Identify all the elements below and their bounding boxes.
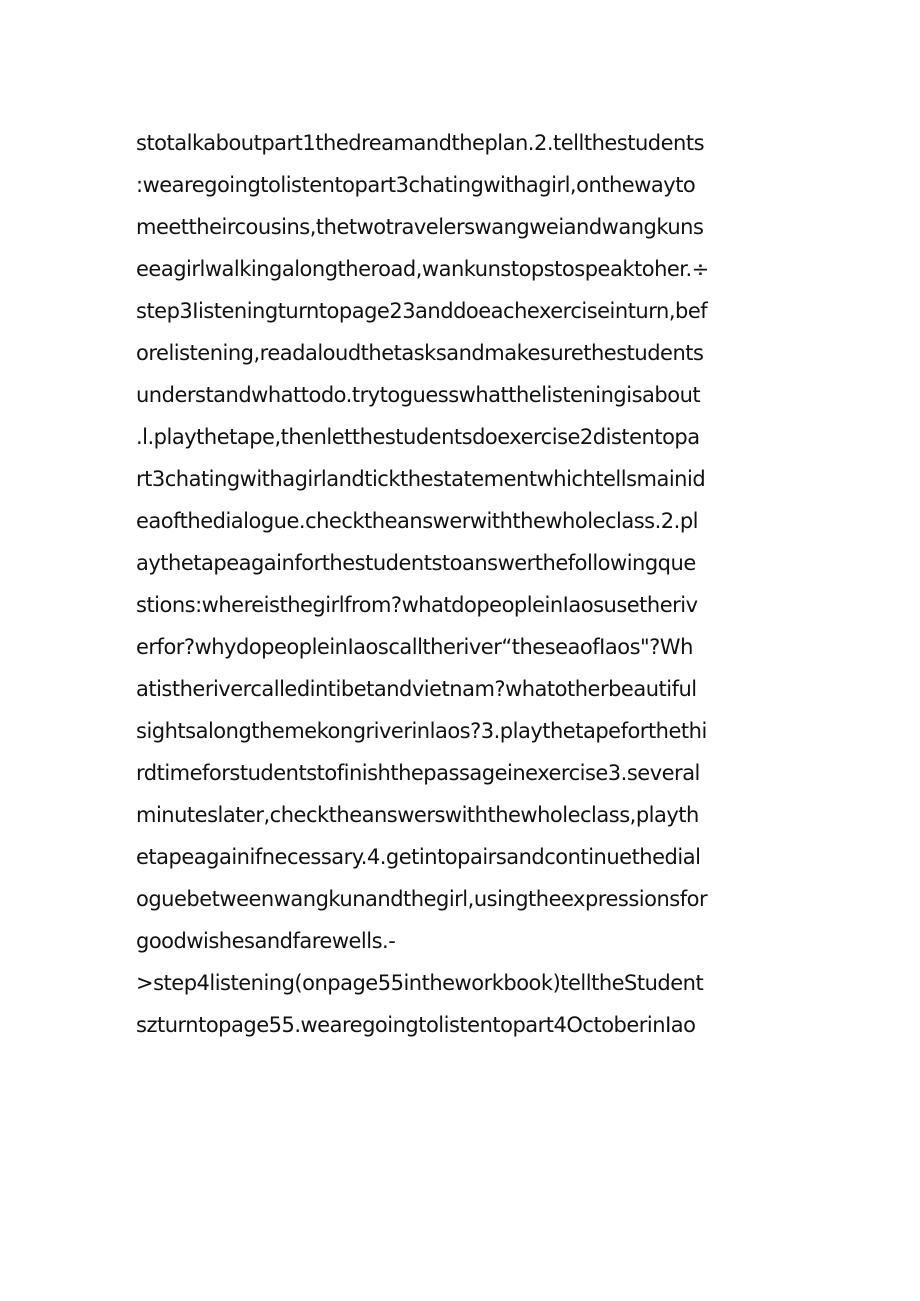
text-line: sightsalongthemekongriverinlaos?3.playthetapeforthethi [136,719,707,743]
text-line: orelistening,readaloudthetasksandmakesurethestudents [136,341,704,365]
body-text [136,122,796,1046]
text-line: >step4listening(onpage55intheworkbook)telltheStudent [136,971,704,995]
text-line: eaofthedialogue.checktheanswerwiththewholeclass.2.pl [136,509,698,533]
text-line: oguebetweenwangkunandthegirl,usingtheexpressionsfor [136,887,708,911]
text-line: aythetapeagainforthestudentstoanswerthefollowingque [136,551,696,575]
text-line: stions:whereisthegirlfrom?whatdopeopleinIaosusetheriv [136,593,698,617]
text-line: rt3chatingwithagirlandtickthestatementwhichtellsmainid [136,467,706,491]
text-line: etapeagainifnecessary.4.getintopairsandcontinuethedial [136,845,701,869]
text-line: szturntopage55.wearegoingtolistentopart4OctoberinIao [136,1013,696,1037]
text-line: understandwhattodo.trytoguesswhatthelisteningisabout [136,383,701,407]
text-line: step3Iisteningturntopage23anddoeachexerciseinturn,bef [136,299,708,323]
text-line: stotalkaboutpart1thedreamandtheplan.2.tellthestudents [136,131,705,155]
text-line: eeagirlwalkingalongtheroad,wankunstopstospeaktoher.÷ [136,257,709,281]
text-line: erfor?whydopeopleinIaoscalltheriver“theseaofIaos"?Wh [136,635,693,659]
text-line: goodwishesandfarewells.- [136,929,396,953]
text-line: meettheircousins,thetwotravelerswangweiandwangkuns [136,215,704,239]
text-line: .l.playthetape,thenletthestudentsdoexercise2distentopa [136,425,700,449]
text-line: minuteslater,checktheanswerswiththewholeclass,playth [136,803,699,827]
text-line: atistherivercalledintibetandvietnam?whatotherbeautiful [136,677,697,701]
text-line: :wearegoingtolistentopart3chatingwithagirl,onthewayto [136,173,696,197]
text-line: rdtimeforstudentstofinishthepassageinexercise3.several [136,761,700,785]
